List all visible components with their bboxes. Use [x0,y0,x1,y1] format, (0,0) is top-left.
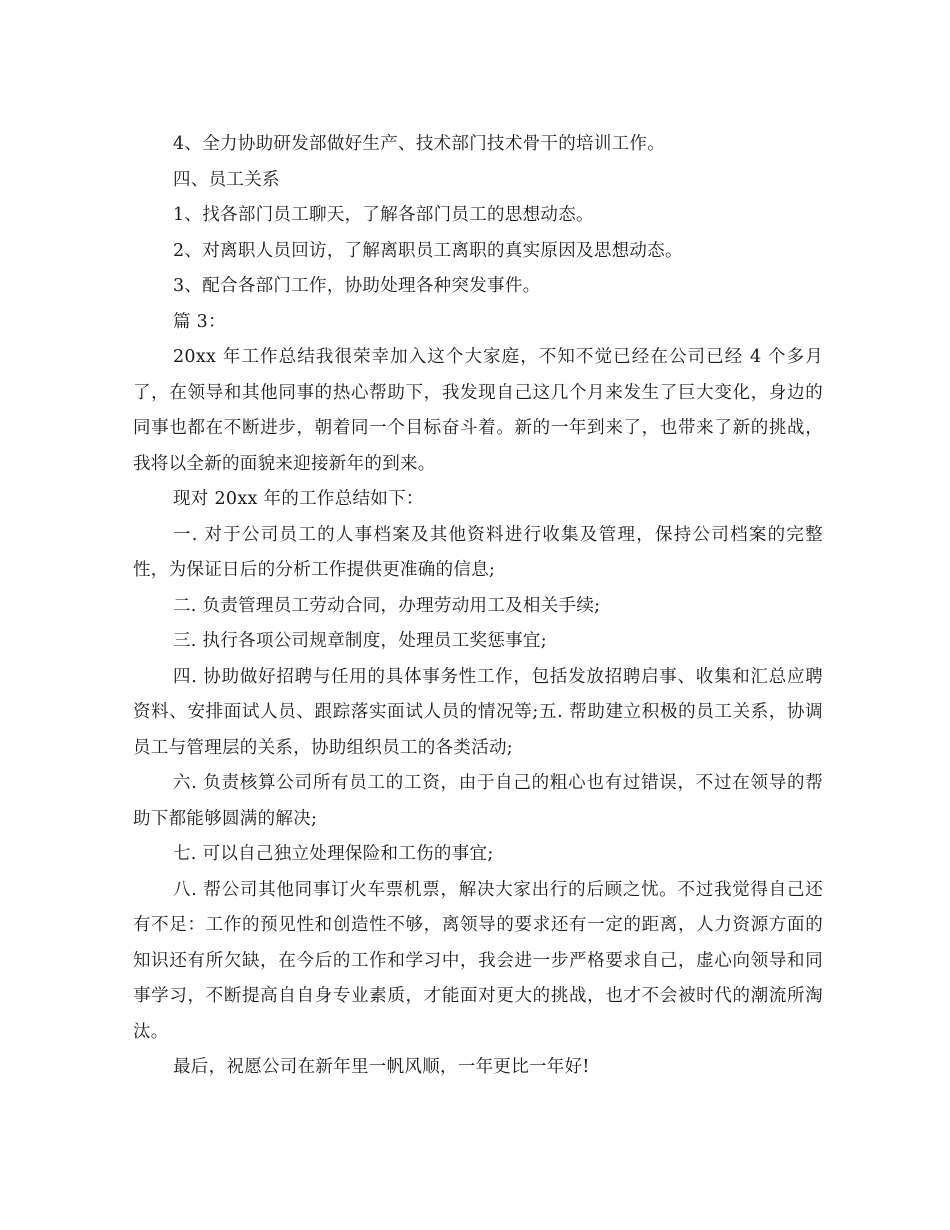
paragraph-intro: 20xx 年工作总结我很荣幸加入这个大家庭，不知不觉已经在公司已经 4 个多月了，在领导和其他同事的热心帮助下，我发现自己这几个月来发生了巨大变化，身边的同事也都在不断进步，朝着同一个目标奋斗着。新的一年到来了，也带来了新的挑战，我将以全新的面貌来迎接新年的到来。 [133,347,823,474]
section-heading-employee-relations: 四、员工关系 [173,169,280,190]
list-item-8: 八. 帮公司其他同事订火车票机票，解决大家出行的后顾之忧。不过我觉得自己还有不足：工作的预见性和创造性不够，离领导的要求还有一定的距离，人力资源方面的知识还有所欠缺，在今后的工作和学习中，我会进一步严格要求自己，虚心向领导和同事学习，不断提高自自身专业素质，才能面对更大的挑战，也才不会被时代的潮流所淘汰。 [133,879,823,1042]
document-body [133,127,823,1086]
paragraph-exit-interviews: 2、对离职人员回访，了解离职员工离职的真实原因及思想动态。 [173,240,683,261]
paragraph-chat-with-staff: 1、找各部门员工聊天，了解各部门员工的思想动态。 [173,205,594,225]
paragraph-training: 4、全力协助研发部做好生产、技术部门技术骨干的培训工作。 [173,134,666,154]
list-item-7: 七. 可以自己独立处理保险和工伤的事宜; [173,844,494,864]
paragraph-emergencies: 3、配合各部门工作，协助处理各种突发事件。 [173,276,541,296]
paragraph-closing: 最后，祝愿公司在新年里一帆风顺，一年更比一年好! [173,1057,590,1077]
paragraph-summary-lead: 现对 20xx 年的工作总结如下： [173,489,424,509]
list-item-6: 六. 负责核算公司所有员工的工资，由于自己的粗心也有过错误，不过在领导的帮助下都能够圆满的解决; [133,773,823,829]
section-heading-part-3: 篇 3： [173,311,226,332]
list-item-1: 一. 对于公司员工的人事档案及其他资料进行收集及管理，保持公司档案的完整性，为保证日后的分析工作提供更准确的信息; [133,524,823,580]
list-item-4-5: 四. 协助做好招聘与任用的具体事务性工作，包括发放招聘启事、收集和汇总应聘资料、安排面试人员、跟踪落实面试人员的情况等;五. 帮助建立积极的员工关系，协调员工与管理层的关系，协助组织员工的各类活动; [133,666,823,758]
list-item-2: 二. 负责管理员工劳动合同，办理劳动用工及相关手续; [173,595,601,616]
list-item-3: 三. 执行各项公司规章制度，处理员工奖惩事宜; [173,631,547,651]
